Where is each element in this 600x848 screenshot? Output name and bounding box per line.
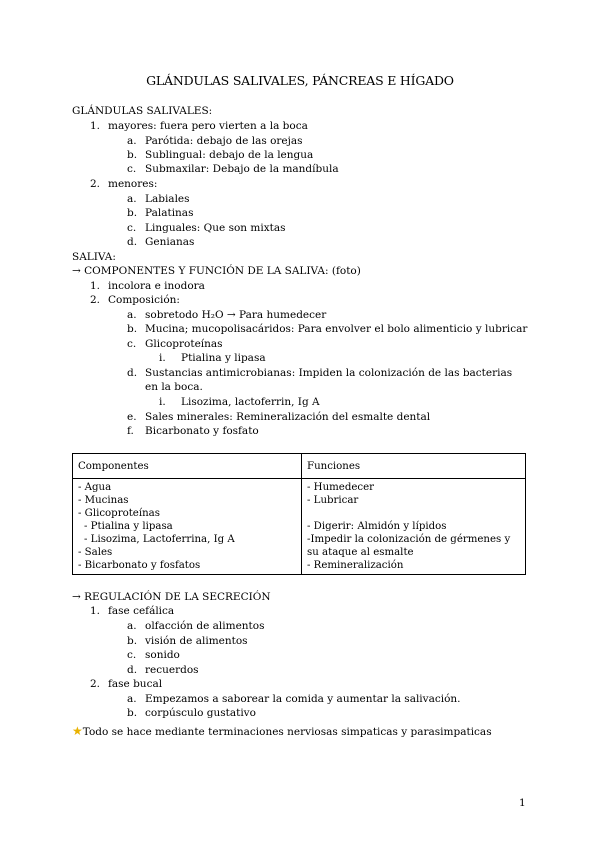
list-item: Bicarbonato y fosfato	[145, 425, 259, 437]
list-letter: c.	[127, 163, 137, 175]
list-roman: i.	[159, 352, 166, 364]
list-letter: a.	[127, 193, 137, 205]
list-number: 1.	[90, 605, 101, 617]
list-item: Empezamos a saborear la comida y aumentar la salivación.	[145, 693, 461, 705]
section-heading-regulacion: → REGULACIÓN DE LA SECRECIÓN	[72, 591, 271, 603]
list-item: Submaxilar: Debajo de la mandíbula	[145, 163, 339, 175]
list-number: 2.	[90, 294, 101, 306]
table-cell-line: - Glicoproteínas	[78, 508, 160, 519]
list-item: menores:	[108, 178, 158, 190]
list-letter: b.	[127, 707, 138, 719]
list-number: 1.	[90, 280, 101, 292]
table-header-row	[73, 454, 526, 479]
table-cell-line: - Lubricar	[307, 495, 359, 506]
list-letter: a.	[127, 135, 137, 147]
list-item: Sustancias antimicrobianas: Impiden la colonización de las bacterias en la boca.	[145, 367, 513, 393]
note-text: Todo se hace mediante terminaciones nerviosas simpaticas y parasimpaticas	[82, 726, 492, 738]
table-cell-blank	[307, 507, 520, 520]
table-cell-line: -Impedir la colonización de gérmenes y su ataque al esmalte	[307, 534, 511, 558]
page-number: 1	[519, 797, 526, 809]
section-heading-saliva: SALIVA:	[72, 251, 116, 263]
list-item: sobretodo H₂O → Para humedecer	[145, 309, 327, 321]
list-letter: b.	[127, 635, 138, 647]
table-header-componentes: Componentes	[73, 454, 302, 479]
list-letter: e.	[127, 411, 137, 423]
table-cell-line: - Mucinas	[78, 495, 129, 506]
list-item: sonido	[145, 649, 180, 661]
list-letter: b.	[127, 149, 138, 161]
list-letter: c.	[127, 649, 137, 661]
table-header-funciones: Funciones	[302, 454, 526, 479]
list-letter: d.	[127, 664, 138, 676]
list-item: incolora e inodora	[108, 280, 205, 292]
list-item: fase bucal	[108, 678, 163, 690]
list-letter: b.	[127, 323, 138, 335]
list-item: Palatinas	[145, 207, 194, 219]
list-item: recuerdos	[145, 664, 199, 676]
table-cell-line: - Sales	[78, 547, 113, 558]
list-number: 2.	[90, 678, 101, 690]
list-item: Composición:	[108, 294, 180, 306]
list-item: visión de alimentos	[145, 635, 248, 647]
list-number: 1.	[90, 120, 101, 132]
list-item: Parótida: debajo de las orejas	[145, 135, 303, 147]
table-cell-funciones	[302, 479, 526, 575]
table-cell-line: - Remineralización	[307, 560, 404, 571]
list-letter: c.	[127, 222, 137, 234]
list-item: Linguales: Que son mixtas	[145, 222, 286, 234]
table-cell-line: - Digerir: Almidón y lípidos	[307, 521, 447, 532]
list-item: Labiales	[145, 193, 190, 205]
list-item: Mucina; mucopolisacáridos: Para envolver el bolo alimenticio y lubricar	[145, 323, 528, 335]
list-letter: d.	[127, 236, 138, 248]
note-line	[72, 724, 492, 739]
list-number: 2.	[90, 178, 101, 190]
section-heading-glandulas: GLÁNDULAS SALIVALES:	[72, 105, 213, 117]
list-item: corpúsculo gustativo	[145, 707, 256, 719]
list-item: Glicoproteínas	[145, 338, 223, 350]
page-title: GLÁNDULAS SALIVALES, PÁNCREAS E HÍGADO	[146, 73, 454, 88]
list-letter: a.	[127, 620, 137, 632]
list-item: Sales minerales: Remineralización del esmalte dental	[145, 411, 431, 423]
list-item: Lisozima, lactoferrin, Ig A	[181, 396, 320, 408]
star-icon: ★	[72, 724, 83, 738]
list-letter: a.	[127, 309, 137, 321]
list-item: Sublingual: debajo de la lengua	[145, 149, 314, 161]
table-row	[73, 479, 526, 575]
components-functions-table	[72, 453, 526, 575]
table-cell-line: - Agua	[78, 482, 112, 493]
table-cell-line: - Bicarbonato y fosfatos	[78, 560, 201, 571]
list-letter: c.	[127, 338, 137, 350]
list-item: fase cefálica	[108, 605, 175, 617]
list-item: mayores: fuera pero vierten a la boca	[108, 120, 308, 132]
table-cell-line: - Lisozima, Lactoferrina, Ig A	[84, 534, 235, 545]
list-letter: a.	[127, 693, 137, 705]
table-cell-line: - Humedecer	[307, 482, 374, 493]
list-roman: i.	[159, 396, 166, 408]
list-letter: d.	[127, 367, 138, 379]
table-cell-componentes	[73, 479, 302, 575]
list-letter: b.	[127, 207, 138, 219]
section-subheading-componentes: → COMPONENTES Y FUNCIÓN DE LA SALIVA: (foto)	[72, 265, 361, 277]
table-cell-line: - Ptialina y lipasa	[84, 521, 173, 532]
list-item: Genianas	[145, 236, 195, 248]
list-item: olfacción de alimentos	[145, 620, 265, 632]
list-item: Ptialina y lipasa	[181, 352, 266, 364]
list-letter: f.	[127, 425, 134, 437]
